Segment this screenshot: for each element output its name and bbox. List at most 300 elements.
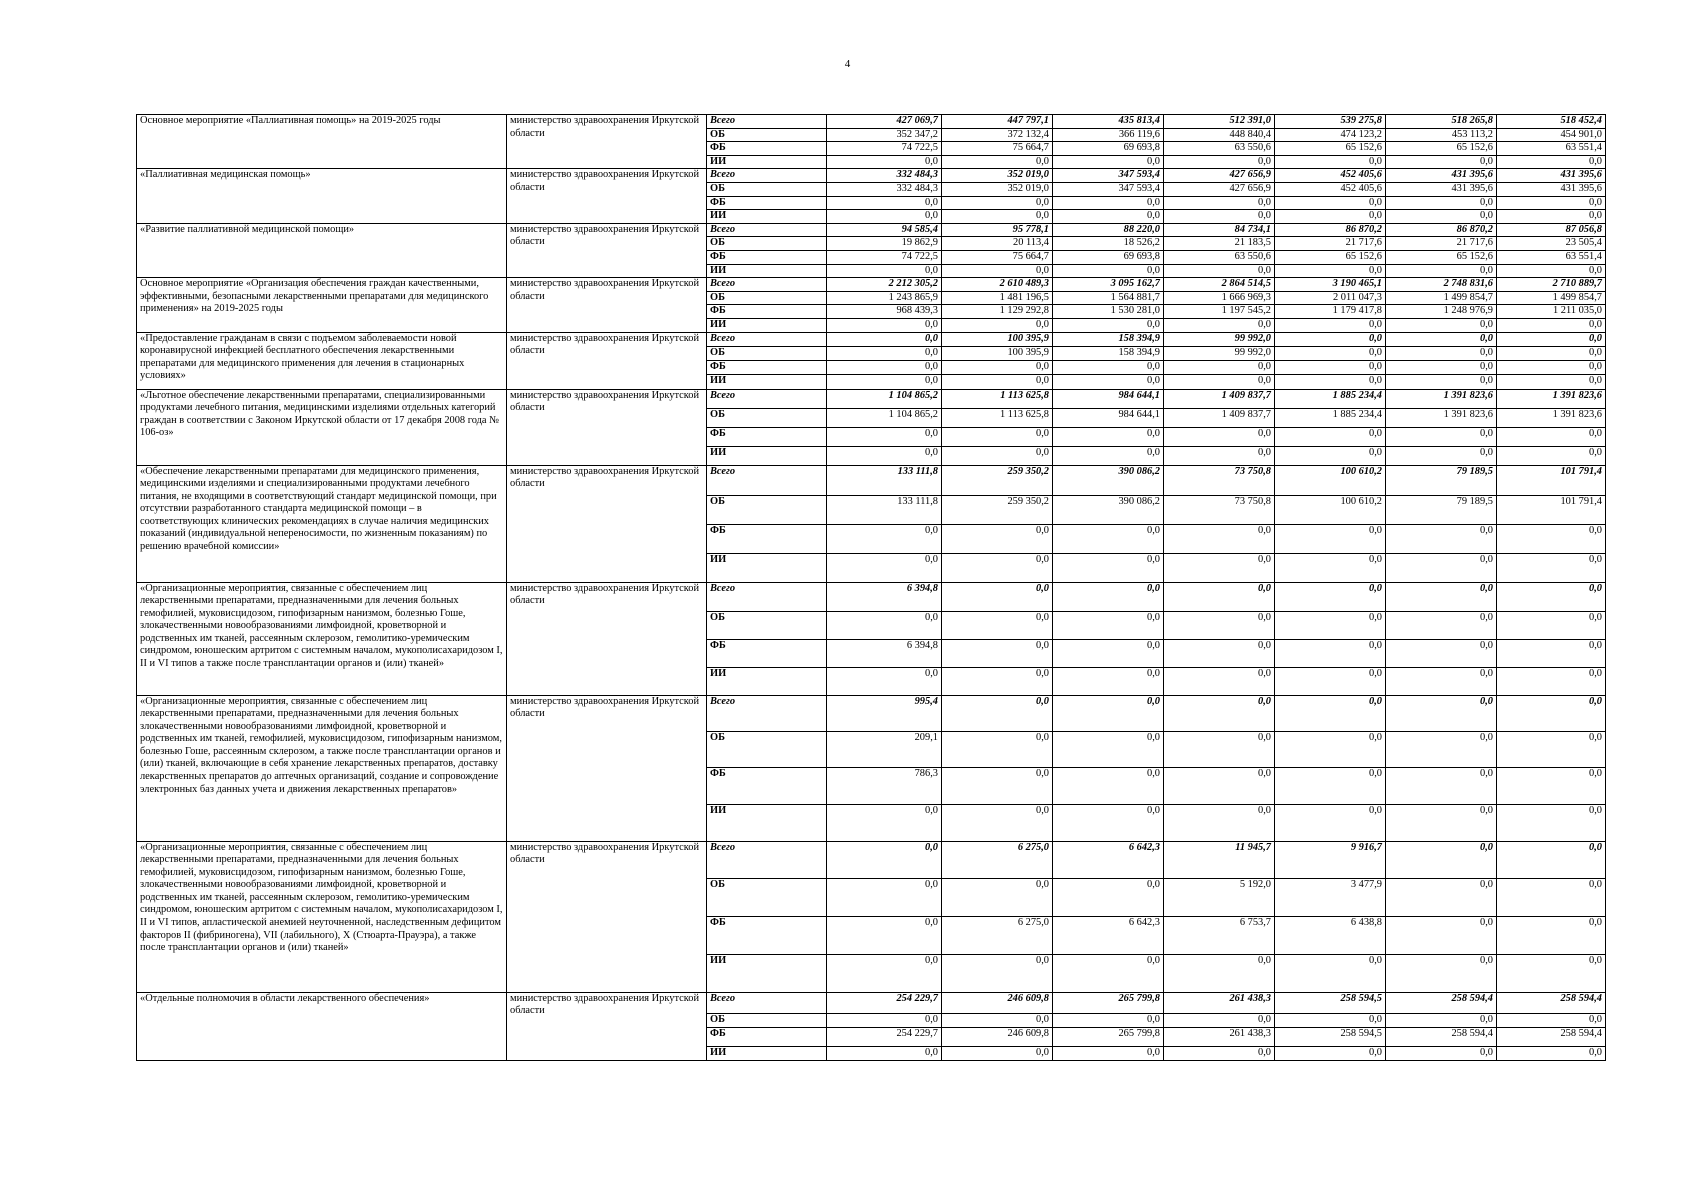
- amount-cell: 0,0: [1497, 639, 1606, 667]
- funding-source: ИИ: [707, 374, 827, 389]
- amount-cell: 0,0: [1386, 446, 1497, 465]
- amount-cell: 1 499 854,7: [1386, 291, 1497, 305]
- executor: министерство здравоохранения Иркутской области: [507, 465, 707, 582]
- amount-cell: 2 610 489,3: [942, 278, 1053, 292]
- amount-cell: 0,0: [827, 667, 942, 695]
- amount-cell: 101 791,4: [1497, 465, 1606, 495]
- amount-cell: 0,0: [1497, 1046, 1606, 1060]
- amount-cell: 63 551,4: [1497, 142, 1606, 156]
- amount-cell: 0,0: [1164, 374, 1275, 389]
- table-row: [137, 389, 1606, 408]
- amount-cell: 518 265,8: [1386, 115, 1497, 129]
- amount-cell: 259 350,2: [942, 465, 1053, 495]
- amount-cell: 0,0: [1053, 360, 1164, 374]
- amount-cell: 347 593,4: [1053, 169, 1164, 183]
- funding-source: Всего: [707, 582, 827, 611]
- amount-cell: 73 750,8: [1164, 495, 1275, 524]
- amount-cell: 20 113,4: [942, 237, 1053, 251]
- amount-cell: 1 179 417,8: [1275, 305, 1386, 319]
- amount-cell: 0,0: [1497, 446, 1606, 465]
- executor: министерство здравоохранения Иркутской области: [507, 389, 707, 465]
- amount-cell: 75 664,7: [942, 142, 1053, 156]
- amount-cell: 0,0: [942, 360, 1053, 374]
- amount-cell: 95 778,1: [942, 223, 1053, 237]
- amount-cell: 0,0: [1164, 767, 1275, 804]
- amount-cell: 0,0: [827, 318, 942, 332]
- amount-cell: 88 220,0: [1053, 223, 1164, 237]
- amount-cell: 21 183,5: [1164, 237, 1275, 251]
- amount-cell: 3 477,9: [1275, 878, 1386, 916]
- amount-cell: 0,0: [1386, 916, 1497, 954]
- amount-cell: 0,0: [1497, 804, 1606, 841]
- amount-cell: 0,0: [1164, 553, 1275, 582]
- amount-cell: 0,0: [827, 1046, 942, 1060]
- amount-cell: 0,0: [1497, 374, 1606, 389]
- amount-cell: 0,0: [1164, 1046, 1275, 1060]
- amount-cell: 352 019,0: [942, 169, 1053, 183]
- amount-cell: 2 864 514,5: [1164, 278, 1275, 292]
- amount-cell: 0,0: [1275, 427, 1386, 446]
- amount-cell: 0,0: [1053, 878, 1164, 916]
- amount-cell: 1 885 234,4: [1275, 389, 1386, 408]
- amount-cell: 1 391 823,6: [1386, 408, 1497, 427]
- amount-cell: 0,0: [942, 582, 1053, 611]
- amount-cell: 0,0: [1275, 731, 1386, 767]
- amount-cell: 100 610,2: [1275, 495, 1386, 524]
- amount-cell: 0,0: [1164, 524, 1275, 553]
- amount-cell: 0,0: [1497, 582, 1606, 611]
- amount-cell: 0,0: [827, 804, 942, 841]
- funding-source: Всего: [707, 278, 827, 292]
- measure-name: «Паллиативная медицинская помощь»: [137, 169, 507, 223]
- amount-cell: 984 644,1: [1053, 389, 1164, 408]
- funding-source: Всего: [707, 332, 827, 346]
- amount-cell: 1 197 545,2: [1164, 305, 1275, 319]
- amount-cell: 0,0: [1053, 804, 1164, 841]
- amount-cell: 0,0: [1275, 804, 1386, 841]
- amount-cell: 448 840,4: [1164, 128, 1275, 142]
- amount-cell: 0,0: [1275, 611, 1386, 639]
- amount-cell: 0,0: [1497, 611, 1606, 639]
- amount-cell: 0,0: [1275, 346, 1386, 360]
- funding-source: ФБ: [707, 250, 827, 264]
- amount-cell: 0,0: [942, 446, 1053, 465]
- amount-cell: 0,0: [942, 1013, 1053, 1027]
- amount-cell: 431 395,6: [1497, 169, 1606, 183]
- amount-cell: 0,0: [942, 318, 1053, 332]
- amount-cell: 431 395,6: [1497, 182, 1606, 196]
- funding-source: Всего: [707, 223, 827, 237]
- funding-source: ФБ: [707, 305, 827, 319]
- amount-cell: 2 011 047,3: [1275, 291, 1386, 305]
- amount-cell: 0,0: [1275, 954, 1386, 992]
- amount-cell: 87 056,8: [1497, 223, 1606, 237]
- amount-cell: 0,0: [942, 695, 1053, 731]
- amount-cell: 0,0: [1497, 767, 1606, 804]
- amount-cell: 65 152,6: [1275, 142, 1386, 156]
- amount-cell: 1 129 292,8: [942, 305, 1053, 319]
- amount-cell: 0,0: [1053, 667, 1164, 695]
- funding-source: ФБ: [707, 767, 827, 804]
- amount-cell: 1 885 234,4: [1275, 408, 1386, 427]
- funding-source: ФБ: [707, 360, 827, 374]
- amount-cell: 0,0: [1275, 553, 1386, 582]
- amount-cell: 0,0: [1386, 360, 1497, 374]
- amount-cell: 1 248 976,9: [1386, 305, 1497, 319]
- funding-source: ОБ: [707, 731, 827, 767]
- amount-cell: 0,0: [827, 524, 942, 553]
- amount-cell: 0,0: [1386, 841, 1497, 878]
- amount-cell: 0,0: [942, 553, 1053, 582]
- executor: министерство здравоохранения Иркутской области: [507, 115, 707, 169]
- amount-cell: 158 394,9: [1053, 346, 1164, 360]
- executor: министерство здравоохранения Иркутской области: [507, 582, 707, 695]
- amount-cell: 0,0: [1275, 264, 1386, 278]
- funding-source: ОБ: [707, 237, 827, 251]
- amount-cell: 0,0: [942, 196, 1053, 210]
- amount-cell: 6 275,0: [942, 916, 1053, 954]
- amount-cell: 0,0: [1386, 155, 1497, 169]
- amount-cell: 6 394,8: [827, 582, 942, 611]
- measure-name: Основное мероприятие «Организация обеспечения граждан качественными, эффективными, безопасными лекарственными препаратами для медицинского применения» на 2019-2025 годы: [137, 278, 507, 332]
- amount-cell: 427 656,9: [1164, 169, 1275, 183]
- table-row: [137, 223, 1606, 237]
- funding-source: ФБ: [707, 524, 827, 553]
- amount-cell: 0,0: [1164, 611, 1275, 639]
- amount-cell: 0,0: [827, 553, 942, 582]
- amount-cell: 1 409 837,7: [1164, 389, 1275, 408]
- funding-source: ИИ: [707, 446, 827, 465]
- amount-cell: 1 564 881,7: [1053, 291, 1164, 305]
- amount-cell: 2 748 831,6: [1386, 278, 1497, 292]
- amount-cell: 0,0: [1386, 264, 1497, 278]
- amount-cell: 0,0: [1497, 667, 1606, 695]
- amount-cell: 6 642,3: [1053, 841, 1164, 878]
- amount-cell: 19 862,9: [827, 237, 942, 251]
- amount-cell: 0,0: [827, 346, 942, 360]
- amount-cell: 261 438,3: [1164, 1027, 1275, 1046]
- amount-cell: 258 594,5: [1275, 992, 1386, 1013]
- amount-cell: 99 992,0: [1164, 332, 1275, 346]
- amount-cell: 0,0: [1497, 210, 1606, 224]
- amount-cell: 23 505,4: [1497, 237, 1606, 251]
- funding-source: Всего: [707, 389, 827, 408]
- amount-cell: 0,0: [1386, 767, 1497, 804]
- amount-cell: 258 594,4: [1497, 992, 1606, 1013]
- amount-cell: 0,0: [1386, 553, 1497, 582]
- executor: министерство здравоохранения Иркутской области: [507, 169, 707, 223]
- amount-cell: 0,0: [827, 916, 942, 954]
- amount-cell: 0,0: [1164, 954, 1275, 992]
- amount-cell: 0,0: [1497, 954, 1606, 992]
- executor: министерство здравоохранения Иркутской области: [507, 695, 707, 841]
- funding-source: Всего: [707, 992, 827, 1013]
- amount-cell: 0,0: [1386, 346, 1497, 360]
- executor: министерство здравоохранения Иркутской области: [507, 278, 707, 332]
- amount-cell: 347 593,4: [1053, 182, 1164, 196]
- amount-cell: 254 229,7: [827, 992, 942, 1013]
- amount-cell: 0,0: [1053, 427, 1164, 446]
- amount-cell: 995,4: [827, 695, 942, 731]
- funding-source: ОБ: [707, 182, 827, 196]
- funding-source: ИИ: [707, 318, 827, 332]
- amount-cell: 1 391 823,6: [1497, 389, 1606, 408]
- amount-cell: 246 609,8: [942, 1027, 1053, 1046]
- amount-cell: 1 211 035,0: [1497, 305, 1606, 319]
- amount-cell: 0,0: [1053, 695, 1164, 731]
- amount-cell: 3 095 162,7: [1053, 278, 1164, 292]
- amount-cell: 0,0: [827, 954, 942, 992]
- amount-cell: 0,0: [827, 611, 942, 639]
- amount-cell: 0,0: [1497, 318, 1606, 332]
- table-row: [137, 465, 1606, 495]
- amount-cell: 2 212 305,2: [827, 278, 942, 292]
- amount-cell: 1 530 281,0: [1053, 305, 1164, 319]
- executor: министерство здравоохранения Иркутской области: [507, 223, 707, 277]
- amount-cell: 0,0: [1053, 1046, 1164, 1060]
- amount-cell: 6 438,8: [1275, 916, 1386, 954]
- amount-cell: 0,0: [1053, 155, 1164, 169]
- amount-cell: 1 243 865,9: [827, 291, 942, 305]
- amount-cell: 0,0: [942, 639, 1053, 667]
- amount-cell: 431 395,6: [1386, 182, 1497, 196]
- amount-cell: 0,0: [827, 360, 942, 374]
- amount-cell: 65 152,6: [1386, 142, 1497, 156]
- amount-cell: 0,0: [1497, 524, 1606, 553]
- amount-cell: 0,0: [1053, 639, 1164, 667]
- amount-cell: 84 734,1: [1164, 223, 1275, 237]
- amount-cell: 21 717,6: [1275, 237, 1386, 251]
- amount-cell: 0,0: [1164, 264, 1275, 278]
- amount-cell: 0,0: [1053, 582, 1164, 611]
- amount-cell: 0,0: [1497, 264, 1606, 278]
- amount-cell: 0,0: [1275, 667, 1386, 695]
- amount-cell: 332 484,3: [827, 169, 942, 183]
- amount-cell: 0,0: [827, 446, 942, 465]
- amount-cell: 1 409 837,7: [1164, 408, 1275, 427]
- amount-cell: 1 391 823,6: [1386, 389, 1497, 408]
- amount-cell: 0,0: [1275, 582, 1386, 611]
- amount-cell: 454 901,0: [1497, 128, 1606, 142]
- amount-cell: 0,0: [1386, 639, 1497, 667]
- measure-name: «Льготное обеспечение лекарственными препаратами, специализированными продуктами лечебного питания, медицинскими изделиями отдельных категорий граждан в соответствии с Законом Иркутской области от 17 декабря 2008 года № 106-оз»: [137, 389, 507, 465]
- amount-cell: 133 111,8: [827, 465, 942, 495]
- amount-cell: 0,0: [1164, 155, 1275, 169]
- amount-cell: 0,0: [1275, 374, 1386, 389]
- amount-cell: 0,0: [1275, 524, 1386, 553]
- amount-cell: 0,0: [942, 954, 1053, 992]
- amount-cell: 0,0: [1275, 639, 1386, 667]
- amount-cell: 0,0: [1164, 210, 1275, 224]
- amount-cell: 352 019,0: [942, 182, 1053, 196]
- measure-name: «Организационные мероприятия, связанные с обеспечением лиц лекарственными препаратами, предназначенными для лечения больных гемофилией, муковисцидозом, гипофизарным нанизмом, болезнью Гоше, злокачественными новообразованиями лимфоидной, кроветворной и родственных им тканей, рассеянным склерозом, гемолитико-уремическим синдромом, юношеским артритом с системным началом, мукополисахаридозом I, II и VI типов, апластической анемией неуточненной, наследственным дефицитом факторов II (фибриногена), VII (лабильного), X (Стюарта-Прауэра), а также после трансплантации органов и (или) тканей»: [137, 841, 507, 992]
- amount-cell: 0,0: [1497, 695, 1606, 731]
- amount-cell: 0,0: [1053, 446, 1164, 465]
- amount-cell: 968 439,3: [827, 305, 942, 319]
- amount-cell: 0,0: [1386, 611, 1497, 639]
- amount-cell: 11 945,7: [1164, 841, 1275, 878]
- funding-source: ИИ: [707, 553, 827, 582]
- amount-cell: 69 693,8: [1053, 250, 1164, 264]
- amount-cell: 6 394,8: [827, 639, 942, 667]
- amount-cell: 0,0: [1053, 1013, 1164, 1027]
- amount-cell: 0,0: [1275, 360, 1386, 374]
- amount-cell: 254 229,7: [827, 1027, 942, 1046]
- funding-source: Всего: [707, 695, 827, 731]
- amount-cell: 0,0: [1275, 446, 1386, 465]
- funding-source: ИИ: [707, 264, 827, 278]
- funding-table: [136, 114, 1606, 1061]
- amount-cell: 3 190 465,1: [1275, 278, 1386, 292]
- measure-name: Основное мероприятие «Паллиативная помощь» на 2019-2025 годы: [137, 115, 507, 169]
- amount-cell: 0,0: [1386, 667, 1497, 695]
- amount-cell: 0,0: [1164, 639, 1275, 667]
- amount-cell: 0,0: [1164, 731, 1275, 767]
- funding-source: ФБ: [707, 142, 827, 156]
- amount-cell: 0,0: [1386, 210, 1497, 224]
- table-body: [137, 115, 1606, 1061]
- amount-cell: 0,0: [1497, 346, 1606, 360]
- amount-cell: 1 113 625,8: [942, 389, 1053, 408]
- amount-cell: 0,0: [1053, 374, 1164, 389]
- amount-cell: 0,0: [1164, 667, 1275, 695]
- amount-cell: 452 405,6: [1275, 169, 1386, 183]
- funding-source: ОБ: [707, 346, 827, 360]
- funding-source: ИИ: [707, 667, 827, 695]
- amount-cell: 18 526,2: [1053, 237, 1164, 251]
- amount-cell: 0,0: [1386, 695, 1497, 731]
- amount-cell: 9 916,7: [1275, 841, 1386, 878]
- amount-cell: 99 992,0: [1164, 346, 1275, 360]
- amount-cell: 0,0: [827, 264, 942, 278]
- amount-cell: 6 753,7: [1164, 916, 1275, 954]
- amount-cell: 100 610,2: [1275, 465, 1386, 495]
- amount-cell: 1 104 865,2: [827, 408, 942, 427]
- amount-cell: 258 594,5: [1275, 1027, 1386, 1046]
- amount-cell: 1 499 854,7: [1497, 291, 1606, 305]
- amount-cell: 6 642,3: [1053, 916, 1164, 954]
- amount-cell: 2 710 889,7: [1497, 278, 1606, 292]
- amount-cell: 0,0: [1053, 524, 1164, 553]
- amount-cell: 209,1: [827, 731, 942, 767]
- amount-cell: 390 086,2: [1053, 495, 1164, 524]
- table-row: [137, 115, 1606, 129]
- amount-cell: 0,0: [1275, 767, 1386, 804]
- amount-cell: 0,0: [1386, 1046, 1497, 1060]
- amount-cell: 352 347,2: [827, 128, 942, 142]
- measure-name: «Предоставление гражданам в связи с подъемом заболеваемости новой коронавирусной инфекцией бесплатного обеспечения лекарственными препаратами для медицинского применения для лечения в стационарных условиях»: [137, 332, 507, 389]
- amount-cell: 0,0: [942, 427, 1053, 446]
- amount-cell: 63 551,4: [1497, 250, 1606, 264]
- funding-source: ИИ: [707, 954, 827, 992]
- executor: министерство здравоохранения Иркутской области: [507, 332, 707, 389]
- amount-cell: 0,0: [942, 1046, 1053, 1060]
- amount-cell: 74 722,5: [827, 250, 942, 264]
- amount-cell: 0,0: [1386, 954, 1497, 992]
- amount-cell: 474 123,2: [1275, 128, 1386, 142]
- amount-cell: 0,0: [1164, 196, 1275, 210]
- amount-cell: 0,0: [827, 374, 942, 389]
- funding-source: ОБ: [707, 291, 827, 305]
- amount-cell: 0,0: [1386, 731, 1497, 767]
- funding-source: ФБ: [707, 639, 827, 667]
- amount-cell: 0,0: [1386, 196, 1497, 210]
- amount-cell: 86 870,2: [1386, 223, 1497, 237]
- amount-cell: 0,0: [827, 841, 942, 878]
- amount-cell: 0,0: [1497, 196, 1606, 210]
- amount-cell: 265 799,8: [1053, 992, 1164, 1013]
- amount-cell: 512 391,0: [1164, 115, 1275, 129]
- amount-cell: 0,0: [827, 210, 942, 224]
- amount-cell: 65 152,6: [1386, 250, 1497, 264]
- amount-cell: 100 395,9: [942, 332, 1053, 346]
- amount-cell: 0,0: [1275, 155, 1386, 169]
- amount-cell: 79 189,5: [1386, 465, 1497, 495]
- funding-source: ФБ: [707, 916, 827, 954]
- amount-cell: 0,0: [1164, 360, 1275, 374]
- amount-cell: 0,0: [1053, 264, 1164, 278]
- amount-cell: 0,0: [942, 611, 1053, 639]
- table-row: [137, 992, 1606, 1013]
- amount-cell: 984 644,1: [1053, 408, 1164, 427]
- amount-cell: 0,0: [942, 524, 1053, 553]
- amount-cell: 5 192,0: [1164, 878, 1275, 916]
- amount-cell: 332 484,3: [827, 182, 942, 196]
- amount-cell: 0,0: [1275, 332, 1386, 346]
- measure-name: «Отдельные полномочия в области лекарственного обеспечения»: [137, 992, 507, 1060]
- amount-cell: 1 666 969,3: [1164, 291, 1275, 305]
- amount-cell: 390 086,2: [1053, 465, 1164, 495]
- amount-cell: 786,3: [827, 767, 942, 804]
- amount-cell: 0,0: [1497, 841, 1606, 878]
- amount-cell: 0,0: [1053, 954, 1164, 992]
- funding-source: ОБ: [707, 1013, 827, 1027]
- measure-name: «Организационные мероприятия, связанные с обеспечением лиц лекарственными препаратами, предназначенными для лечения больных гемофилией, муковисцидозом, гипофизарным нанизмом, болезнью Гоше, злокачественными новообразованиями лимфоидной, кроветворной и родственных им тканей, рассеянным склерозом, гемолитико-уремическим синдромом, юношеским артритом с системным началом, мукополисахаридозом I, II и VI типов а также после трансплантации органов и (или) тканей»: [137, 582, 507, 695]
- amount-cell: 0,0: [1497, 360, 1606, 374]
- amount-cell: 0,0: [827, 196, 942, 210]
- amount-cell: 0,0: [1164, 318, 1275, 332]
- amount-cell: 0,0: [1497, 878, 1606, 916]
- amount-cell: 0,0: [942, 374, 1053, 389]
- executor: министерство здравоохранения Иркутской области: [507, 841, 707, 992]
- amount-cell: 0,0: [1275, 318, 1386, 332]
- amount-cell: 258 594,4: [1386, 992, 1497, 1013]
- funding-source: ОБ: [707, 128, 827, 142]
- table-row: [137, 332, 1606, 346]
- funding-source: ИИ: [707, 210, 827, 224]
- amount-cell: 0,0: [827, 1013, 942, 1027]
- table-row: [137, 278, 1606, 292]
- amount-cell: 73 750,8: [1164, 465, 1275, 495]
- amount-cell: 158 394,9: [1053, 332, 1164, 346]
- amount-cell: 0,0: [1275, 695, 1386, 731]
- amount-cell: 0,0: [1386, 374, 1497, 389]
- table-row: [137, 582, 1606, 611]
- amount-cell: 0,0: [1386, 582, 1497, 611]
- amount-cell: 1 391 823,6: [1497, 408, 1606, 427]
- amount-cell: 65 152,6: [1275, 250, 1386, 264]
- amount-cell: 259 350,2: [942, 495, 1053, 524]
- amount-cell: 0,0: [827, 155, 942, 169]
- amount-cell: 0,0: [1497, 1013, 1606, 1027]
- amount-cell: 0,0: [942, 731, 1053, 767]
- amount-cell: 518 452,4: [1497, 115, 1606, 129]
- amount-cell: 0,0: [827, 427, 942, 446]
- amount-cell: 0,0: [1497, 553, 1606, 582]
- amount-cell: 1 113 625,8: [942, 408, 1053, 427]
- amount-cell: 0,0: [942, 264, 1053, 278]
- funding-source: ОБ: [707, 495, 827, 524]
